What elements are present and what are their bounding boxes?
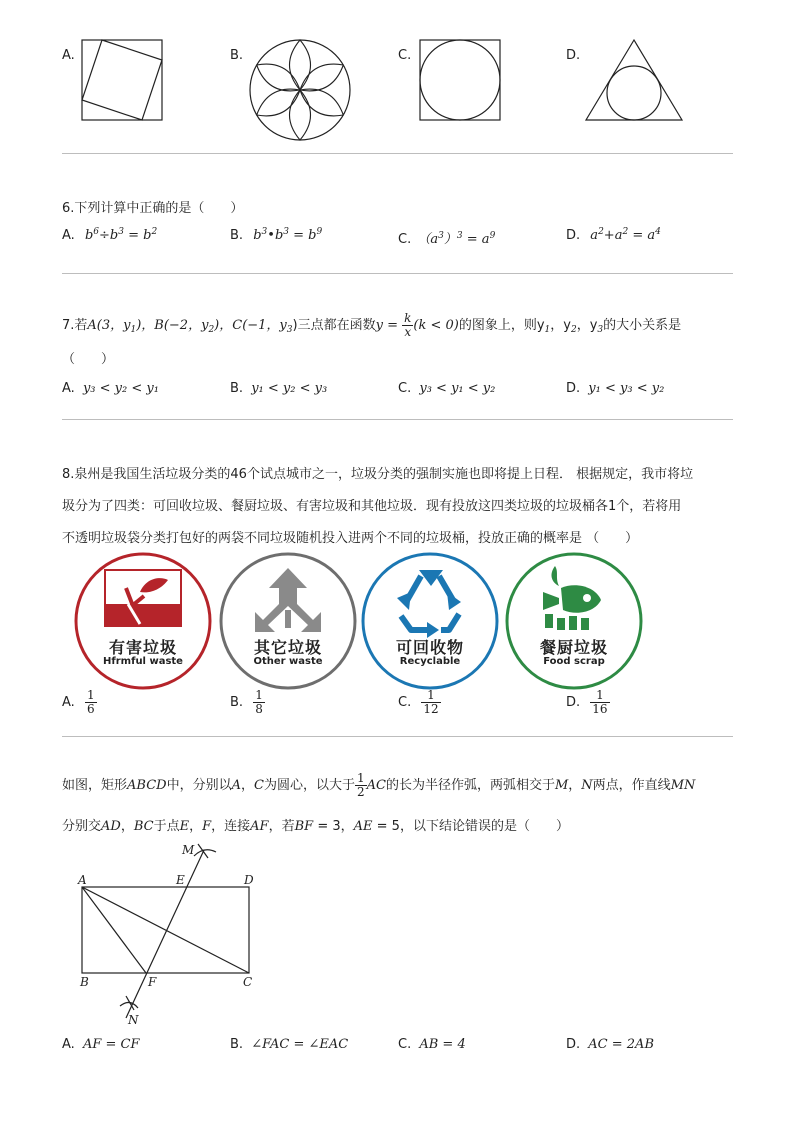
q6-stem: 6.下列计算中正确的是（ ） xyxy=(62,201,244,216)
q8-stem-line2: 圾分为了四类：可回收垃圾、餐厨垃圾、有害垃圾和其他垃圾．现有投放这四类垃圾的垃圾桶各1个，若将用 xyxy=(62,499,682,514)
q9-rectangle-figure xyxy=(70,838,270,1030)
q6-option-a[interactable]: A. $b^6\div b^3 = b^2$ xyxy=(62,227,158,243)
square-outer xyxy=(82,40,162,120)
q8-option-a[interactable]: A. $\frac{1}{6}$ xyxy=(62,688,95,716)
q5-option-c-label: C. xyxy=(398,48,412,63)
q8-stem-line1: 8.泉州是我国生活垃圾分类的46个试点城市之一，垃圾分类的强制实施也即将提上日程． 根据规定，我市将垃 xyxy=(62,467,694,482)
diagonal-ac xyxy=(82,887,249,973)
q7-option-a[interactable]: A. y₃ < y₂ < y₁ xyxy=(62,381,159,396)
q7-option-b[interactable]: B. y₁ < y₂ < y₃ xyxy=(230,381,328,396)
q5-figure-a xyxy=(80,38,164,122)
q5-option-a-label: A. xyxy=(62,48,75,63)
q6-option-d[interactable]: D. $a^2+a^2 = a^4$ xyxy=(566,227,661,243)
q9-option-b[interactable]: B. ∠FAC = ∠EAC xyxy=(230,1037,349,1052)
point-label-n: N xyxy=(128,1013,139,1027)
q7-option-d[interactable]: D. y₁ < y₃ < y₂ xyxy=(566,381,665,396)
q7-option-c[interactable]: C. y₃ < y₁ < y₂ xyxy=(398,381,496,396)
point-label-b: B xyxy=(80,975,89,989)
divider xyxy=(62,736,733,737)
point-label-f: F xyxy=(148,975,157,989)
q5-option-d-label: D. xyxy=(566,48,581,63)
q5-figure-d xyxy=(584,38,684,124)
point-label-c: C xyxy=(243,975,253,989)
q9-option-a[interactable]: A. AF = CF xyxy=(62,1037,140,1052)
arc-m-2 xyxy=(198,844,208,858)
triangle xyxy=(586,40,682,120)
arc-n xyxy=(120,1002,138,1008)
line-mn xyxy=(126,850,204,1018)
q8-option-b[interactable]: B. $\frac{1}{8}$ xyxy=(230,688,263,716)
inscribed-circle xyxy=(420,40,500,120)
segment-af xyxy=(82,887,146,973)
recyclable-logo: 可回收物 Recyclable xyxy=(361,552,499,690)
point-label-e: E xyxy=(176,873,185,887)
divider xyxy=(62,419,733,420)
fraction-one-half: $\frac{1}{2}$ xyxy=(356,771,365,799)
q9-stem-line2: 分别交AD，BC于点E，F，连接AF，若BF = 3，AE = 5，以下结论错误的是（ ） xyxy=(62,819,569,834)
q7-stem: 7.若A(3，$y_1$)，B(−2，$y_2$)，C(−1，$y_3$)三点都在函数y = $\frac{k}{x}$ (k < 0)的图象上，则$y_1$，$y_2$，$y_3$的大小关系是 xyxy=(62,311,682,339)
q6-option-c[interactable]: C. $(a^3)^3 = a^9$ xyxy=(398,231,496,247)
q9-stem-line1: 如图，矩形ABCD中，分别以A，C为圆心，以大于 $\frac{1}{2}$ AC的长为半径作弧，两弧相交于M，N两点，作直线MN xyxy=(62,771,696,799)
other-waste-logo: 其它垃圾 Other waste xyxy=(219,552,357,690)
square-inner-rotated xyxy=(82,40,162,120)
q8-stem-line3: 不透明垃圾袋分类打包好的两袋不同垃圾随机投入进两个不同的垃圾桶，投放正确的概率是 （ ） xyxy=(62,531,639,546)
q8-option-c[interactable]: C. $\frac{1}{12}$ xyxy=(398,688,439,716)
incircle xyxy=(607,66,661,120)
flower-petals xyxy=(251,40,348,140)
point-label-m: M xyxy=(182,843,195,857)
divider xyxy=(62,273,733,274)
point-label-a: A xyxy=(78,873,87,887)
q5-option-b-label: B. xyxy=(230,48,244,63)
point-label-d: D xyxy=(244,873,254,887)
q5-figure-b xyxy=(248,38,352,142)
fraction-k-over-x: $\frac{k}{x}$ xyxy=(404,311,412,339)
q8-option-d[interactable]: D. $\frac{1}{16}$ xyxy=(566,688,608,716)
food-scrap-logo: 餐厨垃圾 Food scrap xyxy=(505,552,643,690)
harmful-waste-logo: 有害垃圾 Hfrmful waste xyxy=(74,552,212,690)
divider xyxy=(62,153,733,154)
q9-option-c[interactable]: C. AB = 4 xyxy=(398,1037,466,1052)
q5-figure-c xyxy=(418,38,502,122)
q7-answer-blank: （ ） xyxy=(62,352,115,367)
q9-option-d[interactable]: D. AC = 2AB xyxy=(566,1037,655,1052)
q6-option-b[interactable]: B. $b^3•b^3 = b^9$ xyxy=(230,227,323,243)
